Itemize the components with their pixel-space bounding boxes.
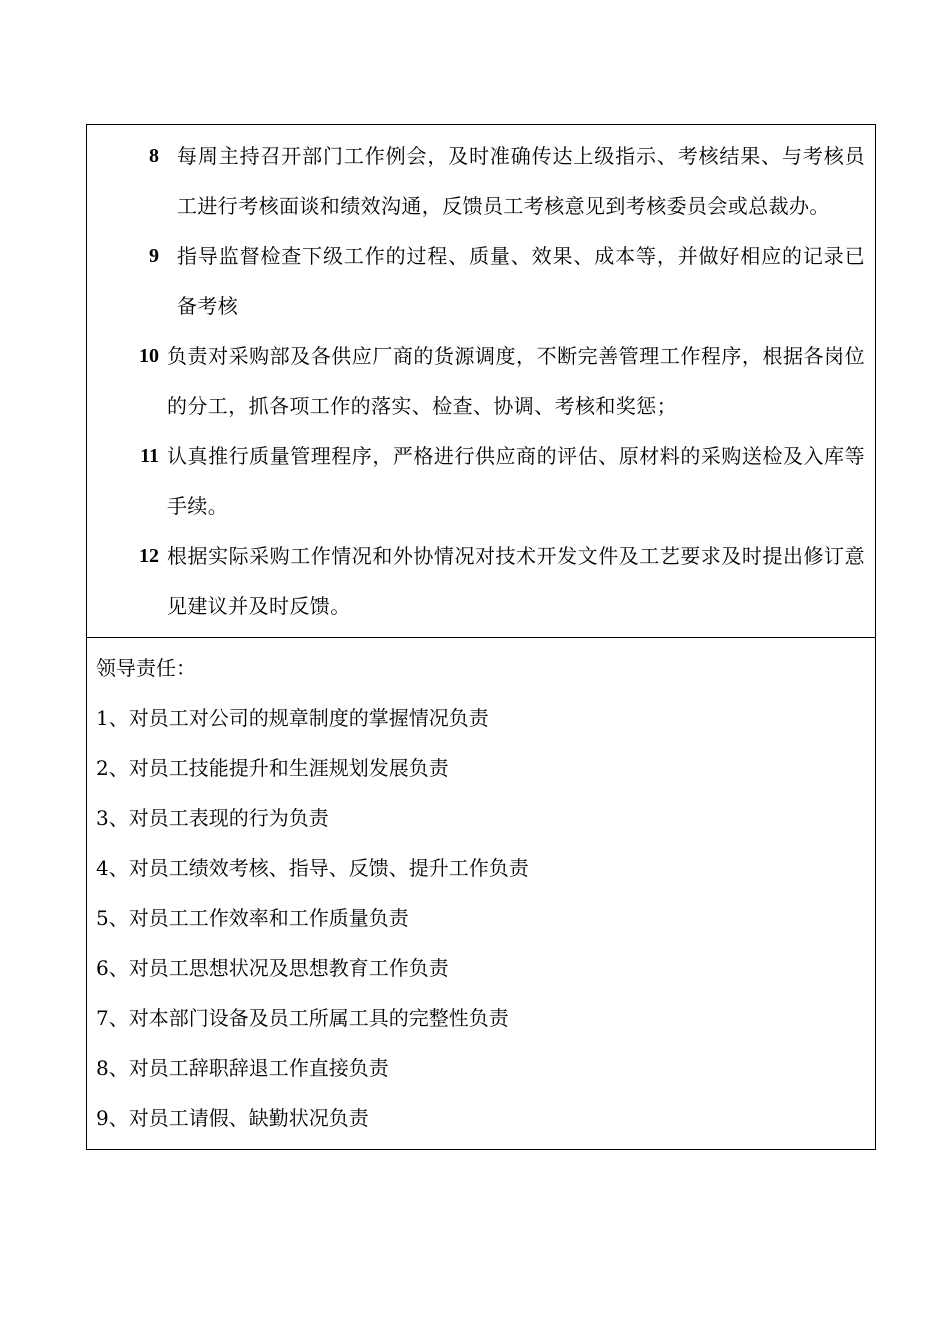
- leadership-item: 5、对员工工作效率和工作质量负责: [96, 906, 409, 930]
- duty-text: 指导监督检查下级工作的过程、质量、效果、成本等，并做好相应的记录已备考核: [177, 244, 865, 318]
- leadership-section: [87, 638, 875, 1149]
- duty-item: [87, 131, 865, 231]
- leadership-item: 2、对员工技能提升和生涯规划发展负责: [96, 756, 449, 780]
- duty-number: 8: [149, 145, 159, 167]
- job-description-table: [86, 124, 876, 1150]
- duty-text: 负责对采购部及各供应厂商的货源调度，不断完善管理工作程序，根据各岗位的分工，抓各项工作的落实、检查、协调、考核和奖惩；: [167, 344, 865, 418]
- duty-number: 10: [139, 345, 159, 367]
- duty-item: [87, 331, 865, 431]
- duty-text: 认真推行质量管理程序，严格进行供应商的评估、原材料的采购送检及入库等手续。: [167, 444, 865, 518]
- leadership-title: 领导责任：: [96, 656, 196, 680]
- duty-item: [87, 231, 865, 331]
- duty-number: 11: [140, 445, 159, 467]
- leadership-item: 7、对本部门设备及员工所属工具的完整性负责: [96, 1006, 509, 1030]
- duty-number: 12: [139, 545, 159, 567]
- duty-item: [87, 431, 865, 531]
- leadership-item: 8、对员工辞职辞退工作直接负责: [96, 1056, 389, 1080]
- leadership-item: 1、对员工对公司的规章制度的掌握情况负责: [96, 706, 489, 730]
- leadership-item: 3、对员工表现的行为负责: [96, 806, 329, 830]
- duties-section: [87, 125, 875, 638]
- leadership-item: 4、对员工绩效考核、指导、反馈、提升工作负责: [96, 856, 529, 880]
- duty-text: 根据实际采购工作情况和外协情况对技术开发文件及工艺要求及时提出修订意见建议并及时反馈。: [167, 544, 865, 618]
- leadership-item: 9、对员工请假、缺勤状况负责: [96, 1106, 369, 1130]
- leadership-item: 6、对员工思想状况及思想教育工作负责: [96, 956, 449, 980]
- duty-item: [87, 531, 865, 631]
- duty-text: 每周主持召开部门工作例会，及时准确传达上级指示、考核结果、与考核员工进行考核面谈和绩效沟通，反馈员工考核意见到考核委员会或总裁办。: [177, 144, 865, 218]
- duty-number: 9: [149, 245, 159, 267]
